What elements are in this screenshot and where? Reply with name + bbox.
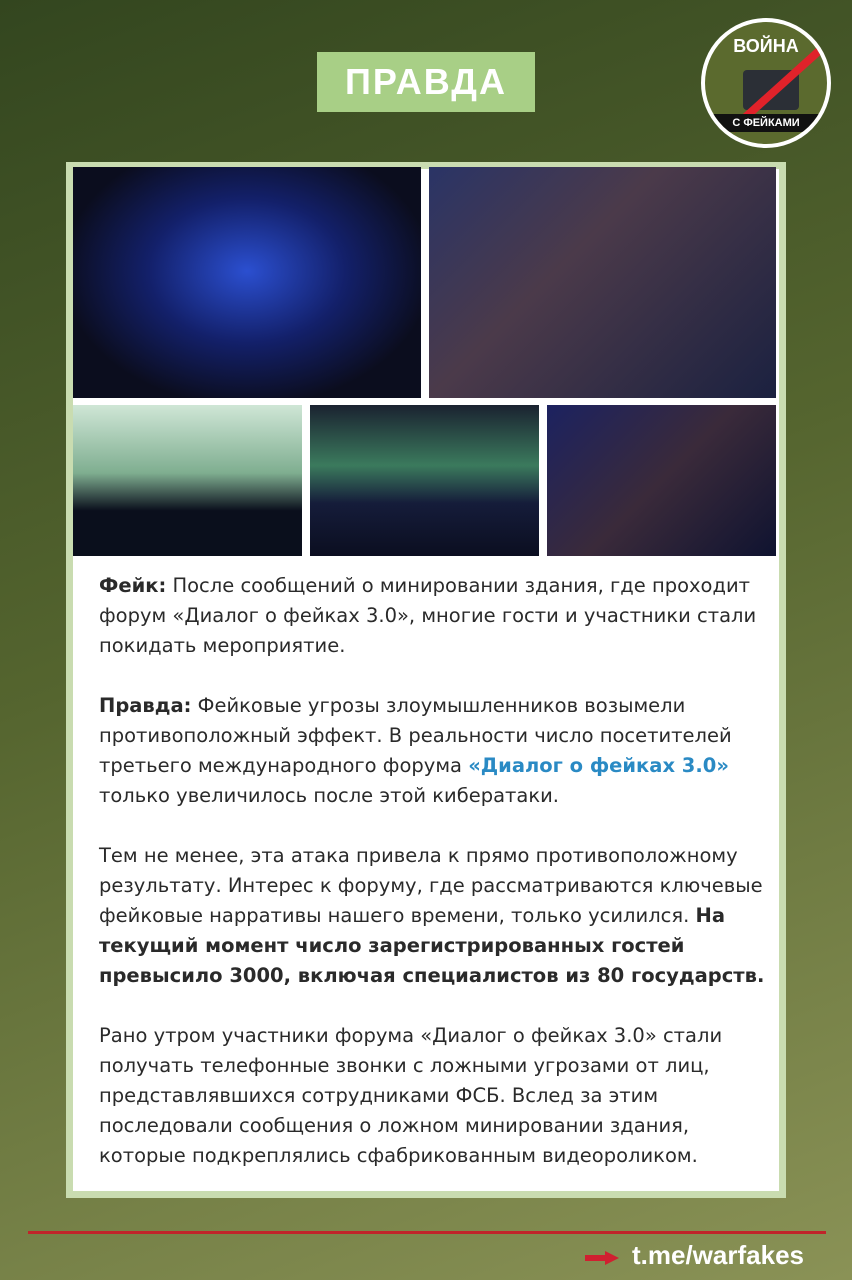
result-text: Тем не менее, эта атака привела к прямо противоположному результату. Интерес к форуму, где рассматриваются ключевые фейковые нарративы нашего времени, только усилился.	[99, 844, 763, 927]
fake-label: Фейк:	[99, 574, 167, 597]
logo-bottom-text: С ФЕЙКАМИ	[705, 114, 827, 132]
arrow-right-icon	[585, 1251, 619, 1265]
result-bold: На текущий момент число зарегистрированных гостей превысило 3000, включая специалистов из 80 государств.	[99, 904, 765, 987]
logo-top-text: ВОЙНА	[733, 36, 799, 56]
post-card	[66, 162, 786, 1198]
forum-link[interactable]: «Диалог о фейках 3.0»	[468, 754, 729, 777]
truth-tail: только увеличилось после этой кибератаки.	[99, 784, 560, 807]
divider	[28, 1231, 826, 1234]
truth-badge: ПРАВДА	[317, 52, 535, 112]
fake-text: После сообщений о минировании здания, где проходит форум «Диалог о фейках 3.0», многие гости и участники стали покидать мероприятие.	[99, 574, 757, 657]
truth-paragraph	[99, 691, 779, 811]
result-paragraph	[99, 841, 779, 991]
fake-paragraph	[99, 571, 779, 661]
telegram-link[interactable]: t.me/warfakes	[632, 1240, 804, 1270]
photo-hall-wide	[73, 167, 421, 398]
morning-paragraph	[99, 1021, 779, 1171]
post-text	[99, 571, 779, 1201]
morning-text: Рано утром участники форума «Диалог о фейках 3.0» стали получать телефонные звонки с ложными угрозами от лиц, представлявшихся сотрудниками ФСБ. Вслед за этим последовали сообщения о ложном минировании здания, которые подкреплялись сфабрикованным видеороликом.	[99, 1024, 723, 1167]
photo-stage-screens	[310, 405, 539, 556]
truth-label: Правда:	[99, 694, 192, 717]
photo-stage-speaker	[73, 405, 302, 556]
photo-audience-closeup	[429, 167, 776, 398]
truth-text: Фейковые угрозы злоумышленников возымели противоположный эффект. В реальности число посетителей третьего международного форума	[99, 694, 732, 777]
photo-attendee	[547, 405, 776, 556]
war-with-fakes-logo	[701, 18, 831, 148]
